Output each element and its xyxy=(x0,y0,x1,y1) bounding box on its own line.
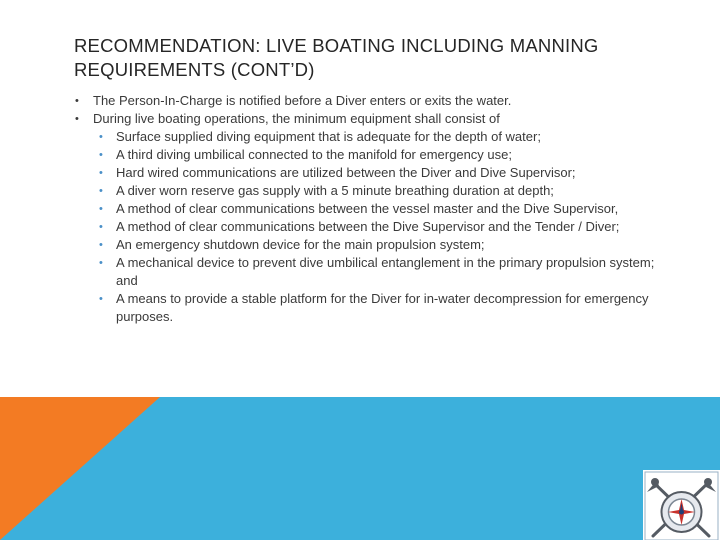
sub-bullet-text: A mechanical device to prevent dive umbilical entanglement in the primary propulsion system; and xyxy=(116,255,655,288)
bullet-list xyxy=(74,92,664,326)
sub-bullet-icon: • xyxy=(99,239,103,251)
sub-bullet-icon: • xyxy=(99,203,103,215)
slide-title xyxy=(74,34,674,82)
bullet-icon: • xyxy=(75,95,79,107)
title-line: REQUIREMENTS (CONT’D) xyxy=(74,59,315,80)
sub-list-item xyxy=(93,290,664,326)
sub-bullet-text: An emergency shutdown device for the main propulsion system; xyxy=(116,237,485,252)
sub-bullet-text: Surface supplied diving equipment that is adequate for the depth of water; xyxy=(116,129,541,144)
bullet-text: During live boating operations, the minimum equipment shall consist of xyxy=(93,111,500,126)
sub-bullet-icon: • xyxy=(99,221,103,233)
sub-list-item xyxy=(93,200,664,218)
sub-bullet-icon: • xyxy=(99,131,103,143)
sub-bullet-icon: • xyxy=(99,149,103,161)
sub-bullet-icon: • xyxy=(99,167,103,179)
uscg-emblem-icon xyxy=(643,470,720,540)
sub-bullet-icon: • xyxy=(99,257,103,269)
sub-bullet-icon: • xyxy=(99,185,103,197)
sub-bullet-list xyxy=(93,128,664,326)
slide-body xyxy=(74,92,664,326)
list-item xyxy=(74,110,664,326)
sub-list-item xyxy=(93,236,664,254)
sub-list-item xyxy=(93,146,664,164)
footer-band xyxy=(0,397,720,540)
bullet-icon: • xyxy=(75,113,79,125)
sub-bullet-text: A method of clear communications between the Dive Supervisor and the Tender / Diver; xyxy=(116,219,620,234)
sub-bullet-text: A diver worn reserve gas supply with a 5 minute breathing duration at depth; xyxy=(116,183,554,198)
bullet-text: The Person-In-Charge is notified before a Diver enters or exits the water. xyxy=(93,93,512,108)
sub-list-item xyxy=(93,254,664,290)
sub-bullet-text: A means to provide a stable platform for the Diver for in-water decompression for emergency purposes. xyxy=(116,291,649,324)
sub-list-item xyxy=(93,218,664,236)
sub-bullet-text: A third diving umbilical connected to the manifold for emergency use; xyxy=(116,147,512,162)
title-line: RECOMMENDATION: LIVE BOATING INCLUDING MANNING xyxy=(74,35,599,56)
sub-bullet-text: A method of clear communications between the vessel master and the Dive Supervisor, xyxy=(116,201,619,216)
sub-bullet-text: Hard wired communications are utilized between the Diver and Dive Supervisor; xyxy=(116,165,576,180)
sub-list-item xyxy=(93,128,664,146)
sub-bullet-icon: • xyxy=(99,293,103,305)
sub-list-item xyxy=(93,164,664,182)
list-item xyxy=(74,92,664,110)
sub-list-item xyxy=(93,182,664,200)
